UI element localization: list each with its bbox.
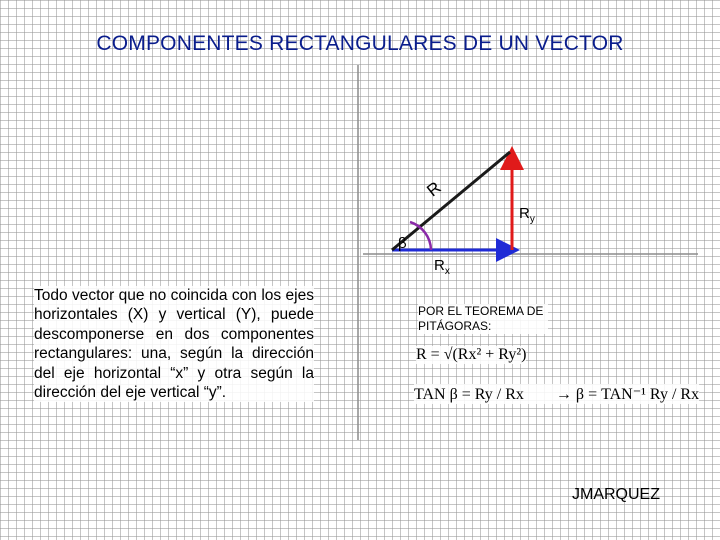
inverse-tan-formula: → β = TAN⁻¹ Ry / Rx [555, 386, 700, 403]
resultant-label: R [423, 177, 445, 201]
magnitude-formula: R = √(Rx² + Ry²) [416, 346, 527, 363]
angle-label: β [398, 235, 407, 252]
tan-formula: TAN β = Ry / Rx [414, 386, 524, 403]
author-credit: JMARQUEZ [572, 486, 660, 503]
page-title: COMPONENTES RECTANGULARES DE UN VECTOR [96, 32, 624, 55]
description-text: Todo vector que no coincida con los ejes horizontales (X) y vertical (Y), puede descomponerse en dos componentes rectangulares: una, según la dirección del eje horizontal “x” y otra según la dirección del eje vertical “y”. [34, 287, 314, 402]
angle-formula [414, 384, 699, 404]
y-component-label: $R_y$ [519, 205, 535, 225]
resultant-vector [392, 152, 510, 250]
theorem-heading: POR EL TEOREMA DE PITÁGORAS: [418, 304, 548, 334]
x-component-label: $R_x$ [434, 257, 450, 277]
angle-arc [410, 222, 431, 250]
